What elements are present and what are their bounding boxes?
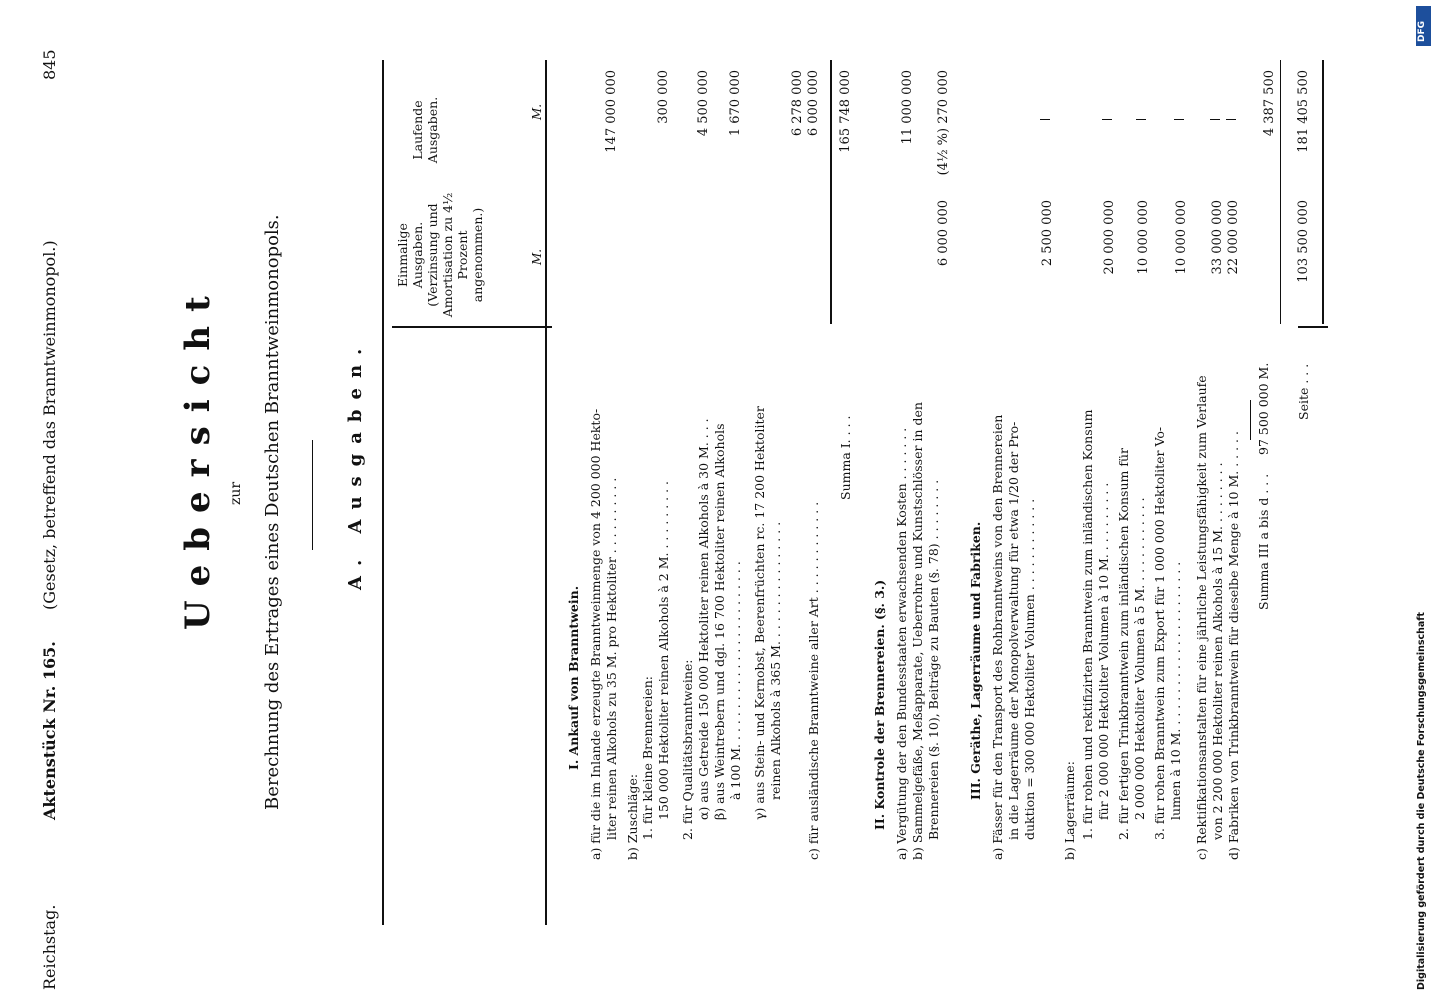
row-1b2b: β) aus Weintrebern und dgl. 16 700 Hektoliter reinen Alkohols bbox=[712, 423, 727, 820]
dash-3b2 bbox=[1136, 119, 1146, 120]
row-3c: c) Rektifikationsanstalten für eine jährliche Leistungsfähigkeit zum Verlaufe bbox=[1194, 375, 1209, 860]
table-col-rule-1 bbox=[545, 60, 547, 925]
value-1b2c: 6 278 000 bbox=[790, 70, 805, 137]
header-middle: Aktenstück Nr. 165. bbox=[40, 641, 59, 820]
row-3a: a) Fässer für den Transport des Rohbranntweins von den Brennereien bbox=[990, 414, 1005, 860]
header-left: Reichstag. bbox=[40, 904, 59, 990]
row-1c: c) für ausländische Branntweine aller Art . . . . . . . . . . . . bbox=[806, 501, 821, 860]
seite-label: Seite . . . bbox=[1296, 363, 1311, 420]
title-zur: zur bbox=[228, 481, 244, 505]
value-3c-einmalig: 33 000 000 bbox=[1210, 200, 1225, 275]
page-subtitle: Berechnung des Ertrages eines Deutschen Branntweinmonopols. bbox=[262, 214, 283, 810]
value-3b2-einmalig: 10 000 000 bbox=[1136, 200, 1151, 275]
value-1b1: 300 000 bbox=[656, 70, 671, 124]
value-1b2b: 1 670 000 bbox=[728, 70, 743, 137]
bottom-rule bbox=[1322, 60, 1324, 324]
value-3d-einmalig: 22 000 000 bbox=[1226, 200, 1241, 275]
summa-iii-label: Summa III a bis d . . . bbox=[1256, 473, 1271, 610]
header-right: (Gesetz, betreffend das Branntweinmonopol.) bbox=[40, 240, 59, 610]
dash-3d bbox=[1226, 119, 1236, 120]
dfg-logo bbox=[1416, 6, 1431, 46]
column-unit-einmalig: M. bbox=[530, 248, 544, 265]
value-3b3-einmalig: 10 000 000 bbox=[1174, 200, 1189, 275]
column-header-einmalig: Einmalige Ausgaben. (Verzinsung und Amortisation zu 4½ Prozent angenommen.) bbox=[395, 192, 485, 318]
dash-3b1 bbox=[1102, 119, 1112, 120]
value-2b-einmalig: 6 000 000 bbox=[936, 200, 951, 267]
row-1b2c: γ) aus Stein- und Kernobst, Beerenfrüchten rc. 17 200 Hektoliter bbox=[752, 406, 767, 820]
dash-3a bbox=[1040, 119, 1050, 120]
value-seite-laufend: 181 405 500 bbox=[1296, 70, 1311, 153]
summa1-rule bbox=[830, 60, 832, 324]
row-3b2: 2. für fertigen Trinkbranntwein zum inländischen Konsum für bbox=[1116, 448, 1131, 840]
dash-3b3 bbox=[1174, 119, 1184, 120]
dfg-logo-text: DFG bbox=[1417, 20, 1427, 42]
row-3b1-line2: für 2 000 000 Hektoliter Volumen à 10 M. . . . . . . . . . bbox=[1096, 482, 1111, 820]
row-3c-line2: von 2 200 000 Hektoliter reinen Alkohols à 15 M. . . . . . . . . bbox=[1210, 462, 1225, 840]
value-1c: 6 000 000 bbox=[806, 70, 821, 137]
dash-3c bbox=[1210, 119, 1220, 120]
row-1b2a: α) aus Getreide 150 000 Hektoliter reinen Alkohols à 30 M. . . . bbox=[696, 418, 711, 820]
row-3b2-line2: 2 000 000 Hektoliter Volumen à 5 M. . . . . . . . . . . . bbox=[1132, 497, 1147, 820]
sidebar-credit-text: Digitalisierung gefördert durch die Deutsche Forschungsgemeinschaft bbox=[1416, 612, 1427, 990]
page-number: 845 bbox=[40, 49, 59, 80]
row-1a-line2: liter reinen Alkohols zu 35 M. pro Hektoliter . . . . . . . . . . bbox=[604, 477, 619, 840]
summa3-rule bbox=[1250, 400, 1251, 440]
section-iii-heading: III. Geräthe, Lagerräume und Fabriken. bbox=[968, 521, 983, 800]
summa-iii-value: 97 500 000 M. bbox=[1256, 362, 1271, 455]
section-heading: A. Ausgaben. bbox=[345, 338, 366, 590]
row-3a-line3: duktion = 300 000 Hektoliter Volumen . . . . . . . . . . . . bbox=[1022, 498, 1037, 840]
table-top-rule bbox=[382, 60, 384, 925]
row-1b1: 1. für kleine Brennereien: bbox=[640, 675, 655, 840]
value-2a: 11 000 000 bbox=[900, 70, 915, 145]
title-divider bbox=[312, 440, 313, 550]
row-1a-line1: a) für die im Inlande erzeugte Branntweinmenge von 4 200 000 Hekto- bbox=[588, 408, 603, 860]
row-1b: b) Zuschläge: bbox=[625, 773, 640, 860]
row-1b2b-line2: à 100 M. . . . . . . . . . . . . . . . . . . . . . . . bbox=[728, 561, 743, 800]
value-3b1-einmalig: 20 000 000 bbox=[1102, 200, 1117, 275]
row-2b: b) Sammelgefäße, Meßapparate, Ueberrohre und Kunstschlösser in den bbox=[910, 402, 925, 860]
section-i-heading: I. Ankauf von Branntwein. bbox=[566, 585, 581, 770]
row-3b1: 1. für rohen und rektifizirten Branntwein zum inländischen Konsum bbox=[1080, 409, 1095, 840]
value-summa-i: 165 748 000 bbox=[838, 70, 853, 153]
value-summa-iii-laufend: 4 387 500 bbox=[1262, 70, 1277, 137]
row-1b1-value-line: 150 000 Hektoliter reinen Alkohols à 2 M. . . . . . . . . . bbox=[656, 480, 671, 820]
row-3d: d) Fabriken von Trinkbranntwein für dieselbe Menge à 10 M. . . . . . bbox=[1226, 431, 1241, 860]
seite-rule bbox=[1280, 60, 1281, 324]
table-seite-divider bbox=[1298, 326, 1328, 328]
page-title: Uebersicht bbox=[178, 282, 218, 630]
column-header-laufend: Laufende Ausgaben. bbox=[410, 96, 440, 164]
row-2b-line2: Brennereien (§. 10), Beiträge zu Bauten (§. 78) . . . . . . . . bbox=[926, 479, 941, 840]
row-3b: b) Lagerräume: bbox=[1062, 761, 1077, 860]
value-1b2a: 4 500 000 bbox=[696, 70, 711, 137]
column-unit-laufend: M. bbox=[530, 103, 544, 120]
row-1b2: 2. für Qualitätsbranntweine: bbox=[680, 659, 695, 840]
row-1b2c-line2: reinen Alkohols à 365 M. . . . . . . . . . . . . . . . bbox=[768, 521, 783, 800]
row-3a-line2: in die Lagerräume der Monopolverwaltung für etwa 1/20 der Pro- bbox=[1006, 421, 1021, 840]
value-3a-einmalig: 2 500 000 bbox=[1040, 200, 1055, 267]
value-1a: 147 000 000 bbox=[604, 70, 619, 153]
section-ii-heading: II. Kontrole der Brennereien. (§. 3.) bbox=[872, 579, 887, 830]
value-seite-einmalig: 103 500 000 bbox=[1296, 200, 1311, 283]
value-2b-laufend: (4½ %) 270 000 bbox=[936, 70, 951, 176]
row-3b3-line2: lumen à 10 M. . . . . . . . . . . . . . . . . . . . . . bbox=[1168, 561, 1183, 820]
table-header-divider bbox=[392, 326, 552, 328]
row-2a: a) Vergütung der den Bundesstaaten erwachsenden Kosten . . . . . . . bbox=[894, 427, 909, 860]
summa-i-label: Summa I. . . . bbox=[838, 415, 853, 500]
row-3b3: 3. für rohen Branntwein zum Export für 1 000 000 Hektoliter Vo- bbox=[1152, 426, 1167, 840]
